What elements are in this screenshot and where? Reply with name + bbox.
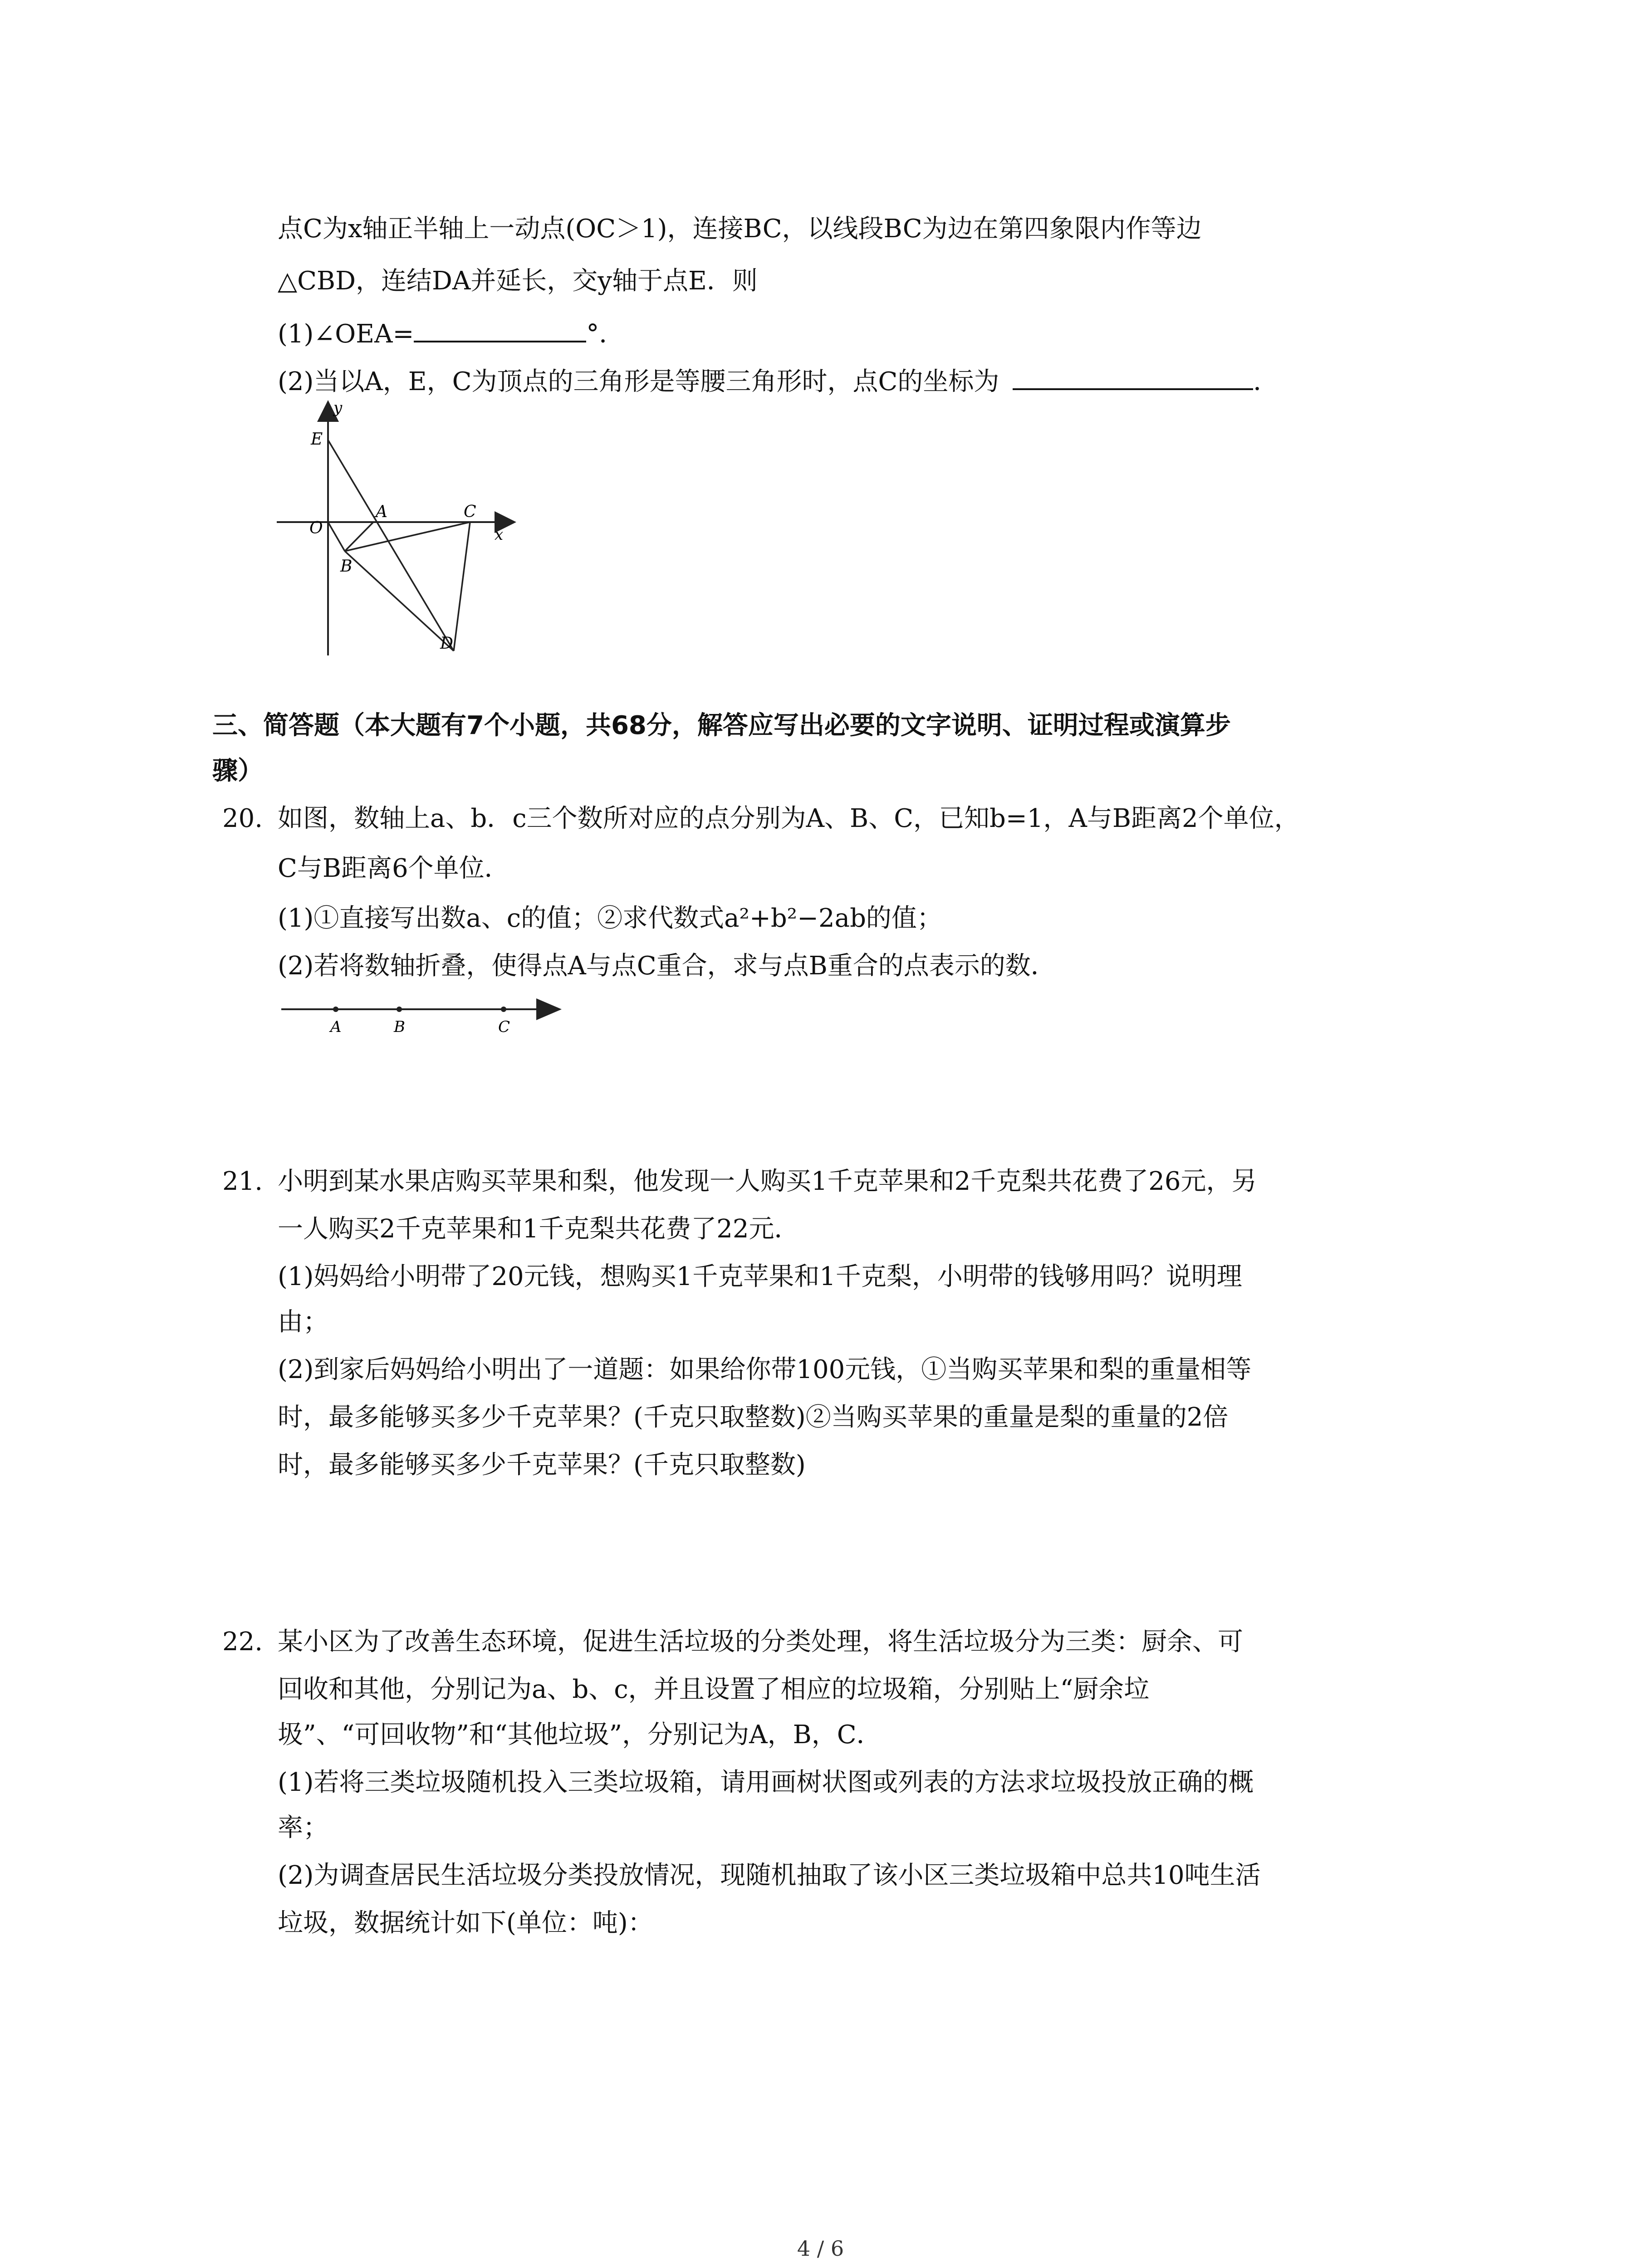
q20-number-line [277, 996, 567, 1046]
q22-line-2: 回收和其他，分别记为a、b、c，并且设置了相应的垃圾箱，分别贴上“厨余垃 [278, 1675, 1150, 1704]
segment-c-d [454, 522, 470, 651]
label-point-b: B [394, 1018, 405, 1036]
q22-line-6: (2)为调查居民生活垃圾分类投放情况，现随机抽取了该小区三类垃圾箱中总共10吨生活 [278, 1861, 1261, 1890]
label-o: O [309, 519, 323, 538]
point-a [333, 1007, 338, 1012]
segment-o-b [328, 522, 345, 551]
q19-line-2: △CBD，连结DA并延长，交y轴于点E．则 [278, 266, 758, 296]
q21-line-4: 由； [278, 1307, 328, 1337]
q19-part-2-suffix: ． [1253, 367, 1279, 396]
point-b [397, 1007, 402, 1012]
q21-line-3: (1)妈妈给小明带了20元钱，想购买1千克苹果和1千克梨，小明带的钱够用吗？说明理 [278, 1262, 1242, 1291]
q22-line-1: 某小区为了改善生态环境，促进生活垃圾的分类处理，将生活垃圾分为三类：厨余、可 [278, 1627, 1243, 1657]
q19-part-2-prefix: (2)当以A，E，C为顶点的三角形是等腰三角形时，点C的坐标为 [278, 367, 999, 396]
q21-line-5: (2)到家后妈妈给小明出了一道题：如果给你带100元钱，①当购买苹果和梨的重量相等 [278, 1355, 1252, 1384]
q21-line-7: 时，最多能够买多少千克苹果？(千克只取整数) [278, 1450, 806, 1480]
label-b: B [340, 557, 353, 576]
label-d: D [440, 634, 453, 653]
q20-line-2: C与B距离6个单位． [278, 854, 510, 883]
label-a: A [376, 503, 387, 521]
label-point-a: A [330, 1018, 342, 1036]
q21-line-6: 时，最多能够买多少千克苹果？(千克只取整数)②当购买苹果的重量是梨的重量的2倍 [278, 1403, 1229, 1432]
q20-part-1: (1)①直接写出数a、c的值；②求代数式a²+b²−2ab的值； [278, 904, 942, 933]
q20-line-1: 如图，数轴上a、b．c三个数所对应的点分别为A、B、C，已知b=1，A与B距离2个单位， [278, 804, 1300, 833]
segment-b-a [345, 522, 373, 551]
q22-number: 22. [222, 1627, 263, 1657]
answer-blank-1[interactable] [414, 315, 586, 342]
q19-part-1-prefix: (1)∠OEA= [278, 319, 414, 349]
q19-line-1: 点C为x轴正半轴上一动点(OC＞1)，连接BC，以线段BC为边在第四象限内作等边 [278, 214, 1202, 244]
segment-b-c [345, 522, 470, 551]
q19-coordinate-figure [268, 395, 522, 662]
section-3-heading-line-2: 骤） [212, 756, 263, 786]
q21-line-2: 一人购买2千克苹果和1千克梨共花费了22元． [278, 1214, 800, 1244]
label-c: C [464, 503, 476, 521]
q20-number: 20. [222, 804, 263, 833]
section-3-heading-line-1: 三、简答题（本大题有7个小题，共68分，解答应写出必要的文字说明、证明过程或演算步 [212, 711, 1231, 740]
segment-b-d [345, 551, 454, 651]
q22-line-7: 垃圾，数据统计如下(单位：吨)： [278, 1908, 653, 1938]
line-e-d [328, 440, 454, 651]
q21-number: 21. [222, 1167, 263, 1196]
q22-line-4: (1)若将三类垃圾随机投入三类垃圾箱，请用画树状图或列表的方法求垃圾投放正确的概 [278, 1768, 1254, 1797]
label-e: E [311, 430, 323, 449]
q21-line-1: 小明到某水果店购买苹果和梨，他发现一人购买1千克苹果和2千克梨共花费了26元，另 [278, 1167, 1257, 1196]
q22-line-5: 率； [278, 1813, 328, 1843]
label-x: x [495, 526, 504, 544]
answer-blank-2[interactable] [1013, 363, 1253, 390]
label-y: y [333, 399, 343, 417]
q19-part-1-suffix: °． [586, 319, 625, 349]
q22-line-3: 圾”、“可回收物”和“其他垃圾”，分别记为A，B，C． [278, 1720, 882, 1750]
q20-part-2: (2)若将数轴折叠，使得点A与点C重合，求与点B重合的点表示的数． [278, 951, 1056, 981]
q19-part-1 [278, 315, 624, 350]
q19-part-2 [278, 363, 1279, 398]
label-point-c: C [498, 1018, 510, 1036]
page-number: 4 / 6 [797, 2236, 844, 2261]
point-c [501, 1007, 506, 1012]
